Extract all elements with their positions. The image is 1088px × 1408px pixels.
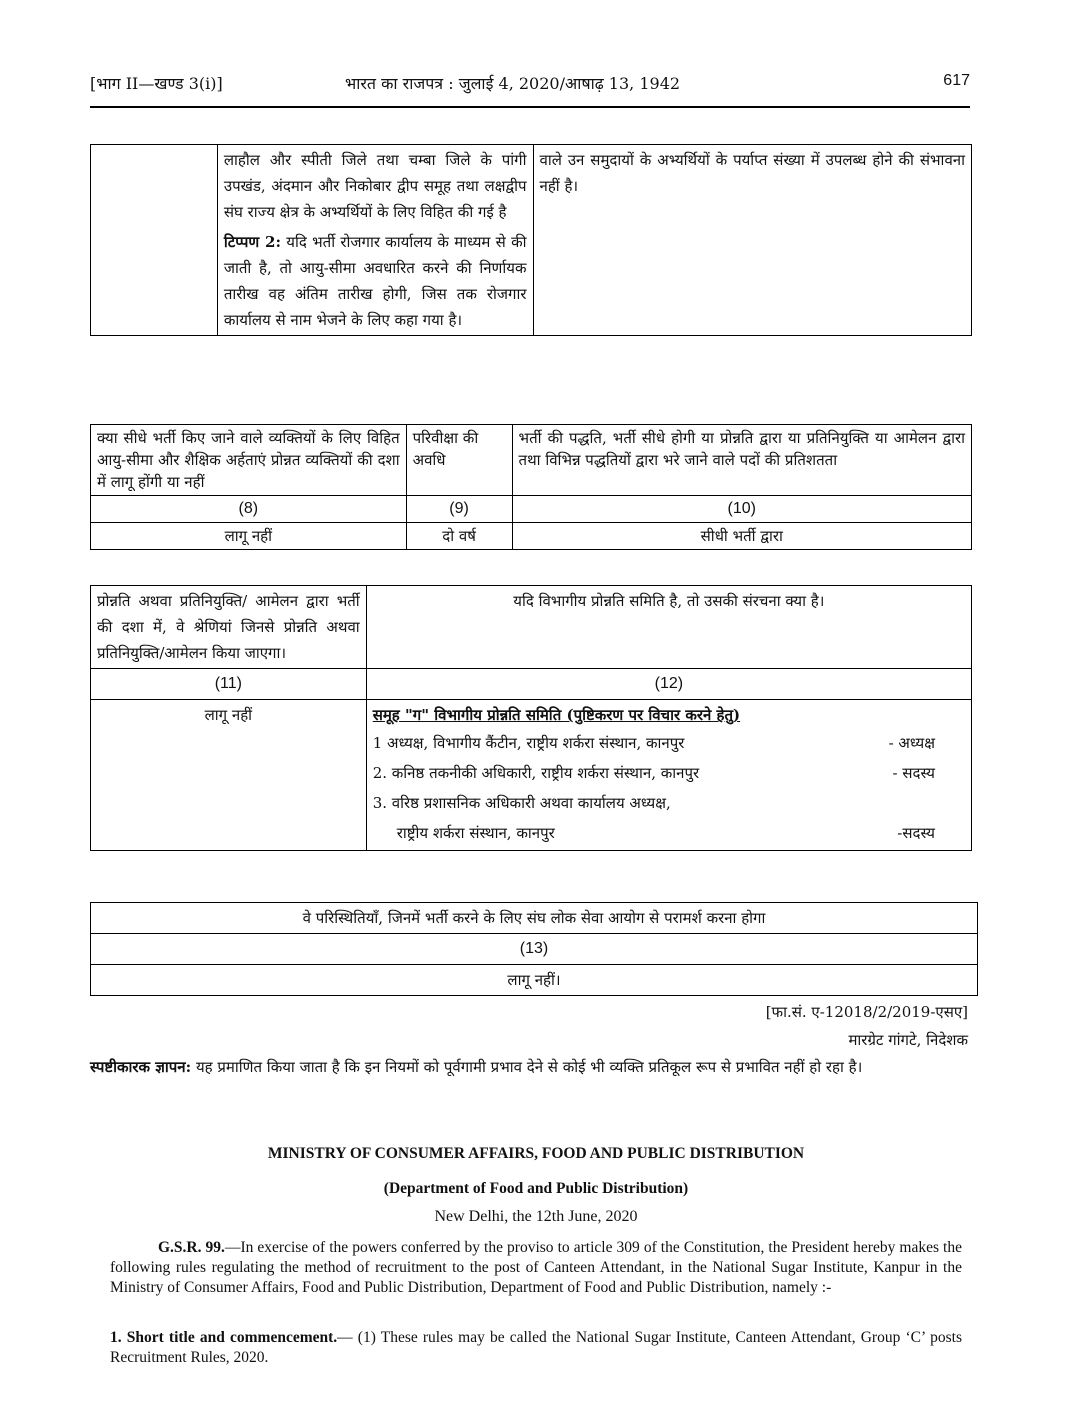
col13-heading: वे परिस्थितियाँ, जिनमें भर्ती करने के लिए संघ लोक सेवा आयोग से परामर्श करना होगा [91,903,978,934]
column-13-table [90,902,978,996]
dpc-member-3 [373,788,965,818]
col13-number: (13) [91,934,978,965]
member-text: 1 अध्यक्ष, विभागीय कैंटीन, राष्ट्रीय शर्करा संस्थान, कानपुर [372,734,685,752]
dpc-member-2 [373,758,965,788]
explanatory-memo [90,1054,970,1080]
page-number: 617 [943,72,970,89]
col12-number: (12) [366,669,971,700]
memo-label: स्पष्टीकारक ज्ञापन: [90,1058,192,1076]
dpc-member-1 [373,728,965,758]
empty-cell [91,145,218,336]
columns-8-10-table [90,424,972,550]
col2-text: लाहौल और स्पीती जिले तथा चम्बा जिले के पांगी उपखंड, अंदमान और निकोबार द्वीप समूह तथा लक्षद्वीप संघ राज्य क्षेत्र के अभ्यर्थियों के लिए विहित की गई है [223,151,527,221]
age-relaxation-cell [217,145,533,336]
col3-cell: वाले उन समुदायों के अभ्यर्थियों के पर्याप्त संख्या में उपलब्ध होने की संभावना नहीं है। [533,145,972,336]
col11-value: लागू नहीं [91,700,367,851]
col10-number: (10) [512,496,971,523]
dpc-member-3-cont [373,818,965,848]
member-role: -सदस्य [897,824,935,842]
col9-value: दो वर्ष [406,523,512,550]
member-text: 2. कनिष्ठ तकनीकी अधिकारी, राष्ट्रीय शर्करा संस्थान, कानपुर [372,764,700,782]
continuation-table [90,144,972,336]
col12-heading: यदि विभागीय प्रोन्नति समिति है, तो उसकी संरचना क्या है। [366,586,971,669]
page-header [90,72,970,100]
col11-heading: प्रोन्नति अथवा प्रतिनियुक्ति/ आमेलन द्वारा भर्ती की दशा में, वे श्रेणियां जिनसे प्रोन्नति अथवा प्रतिनियुक्ति/आमेलन किया जाएगा। [91,586,367,669]
member-text: राष्ट्रीय शर्करा संस्थान, कानपुर [396,824,555,842]
col8-heading: क्या सीधे भर्ती किए जाने वाले व्यक्तियों के लिए विहित आयु-सीमा और शैक्षिक अर्हताएं प्रोन्नत व्यक्तियों की दशा में लागू होंगी या नहीं [91,425,407,496]
note2-text: यदि भर्ती रोजगार कार्यालय के माध्यम से की जाती है, तो आयु-सीमा अवधारित करने की निर्णायक तारीख वह अंतिम तारीख होगी, जिस तक रोजगार कार्यालय से नाम भेजने के लिए कहा गया है। [223,233,527,329]
notification-date: New Delhi, the 12th June, 2020 [434,1208,638,1225]
rule1-text: — (1) These rules may be called the National Sugar Institute, Canteen Attendant, Group ‘C’ posts Recruitment Rules, 2020. [110,1329,963,1366]
col8-value: लागू नहीं [91,523,407,550]
col10-heading: भर्ती की पद्धति, भर्ती सीधे होगी या प्रोन्नति द्वारा या प्रतिनियुक्ति या आमेलन द्वारा तथा विभिन्न पद्धतियों द्वारा भरे जाने वाले पदों की प्रतिशतता [512,425,971,496]
member-role: - अध्यक्ष [888,734,935,752]
dpc-title: समूह "ग" विभागीय प्रोन्नति समिति (पुष्टिकरण पर विचार करने हेतु) [372,706,741,724]
gazette-title: भारत का राजपत्र : जुलाई 4, 2020/आषाढ़ 13, 1942 [345,74,681,93]
col8-number: (8) [91,496,407,523]
dpc-cell [366,700,971,851]
col13-value: लागू नहीं। [91,965,978,996]
member-role: - सदस्य [892,764,935,782]
gsr-text: —In exercise of the powers conferred by the proviso to article 309 of the Constitution, the President hereby makes the following rules regulating the method of recruitment to the post of Canteen Attendant, in the National Sugar Institute, Kanpur in the Ministry of Consumer Affairs, Food and Public Distribution, Department of Food and Public Distribution, namely :- [110,1239,962,1296]
col9-number: (9) [406,496,512,523]
gsr-label: G.S.R. 99. [158,1239,225,1256]
note2 [224,229,527,333]
rule1-label: 1. Short title and commencement. [110,1329,338,1346]
col9-heading: परिवीक्षा की अवधि [406,425,512,496]
col11-number: (11) [91,669,367,700]
memo-text: यह प्रमाणित किया जाता है कि इन नियमों को पूर्वगामी प्रभाव देने से कोई भी व्यक्ति प्रतिकूल रूप से प्रभावित नहीं हो रहा है। [191,1058,863,1076]
member-text: 3. वरिष्ठ प्रशासनिक अधिकारी अथवा कार्यालय अध्यक्ष, [372,794,671,812]
ministry-heading: MINISTRY OF CONSUMER AFFAIRS, FOOD AND PUBLIC DISTRIBUTION [267,1145,805,1162]
header-rule [90,106,970,108]
part-section: [भाग II—खण्ड 3(i)] [90,74,223,93]
department-heading: (Department of Food and Public Distribution) [383,1180,689,1197]
file-number: [फा.सं. ए-12018/2/2019-एसए] [765,1003,968,1021]
signatory: मारग्रेट गांगटे, निदेशक [848,1031,968,1049]
col10-value: सीधी भर्ती द्वारा [512,523,971,550]
gsr-paragraph [110,1238,962,1298]
columns-11-12-table [90,585,972,851]
rule-1-paragraph [110,1328,962,1368]
note2-label: टिप्पण 2: [223,233,281,251]
